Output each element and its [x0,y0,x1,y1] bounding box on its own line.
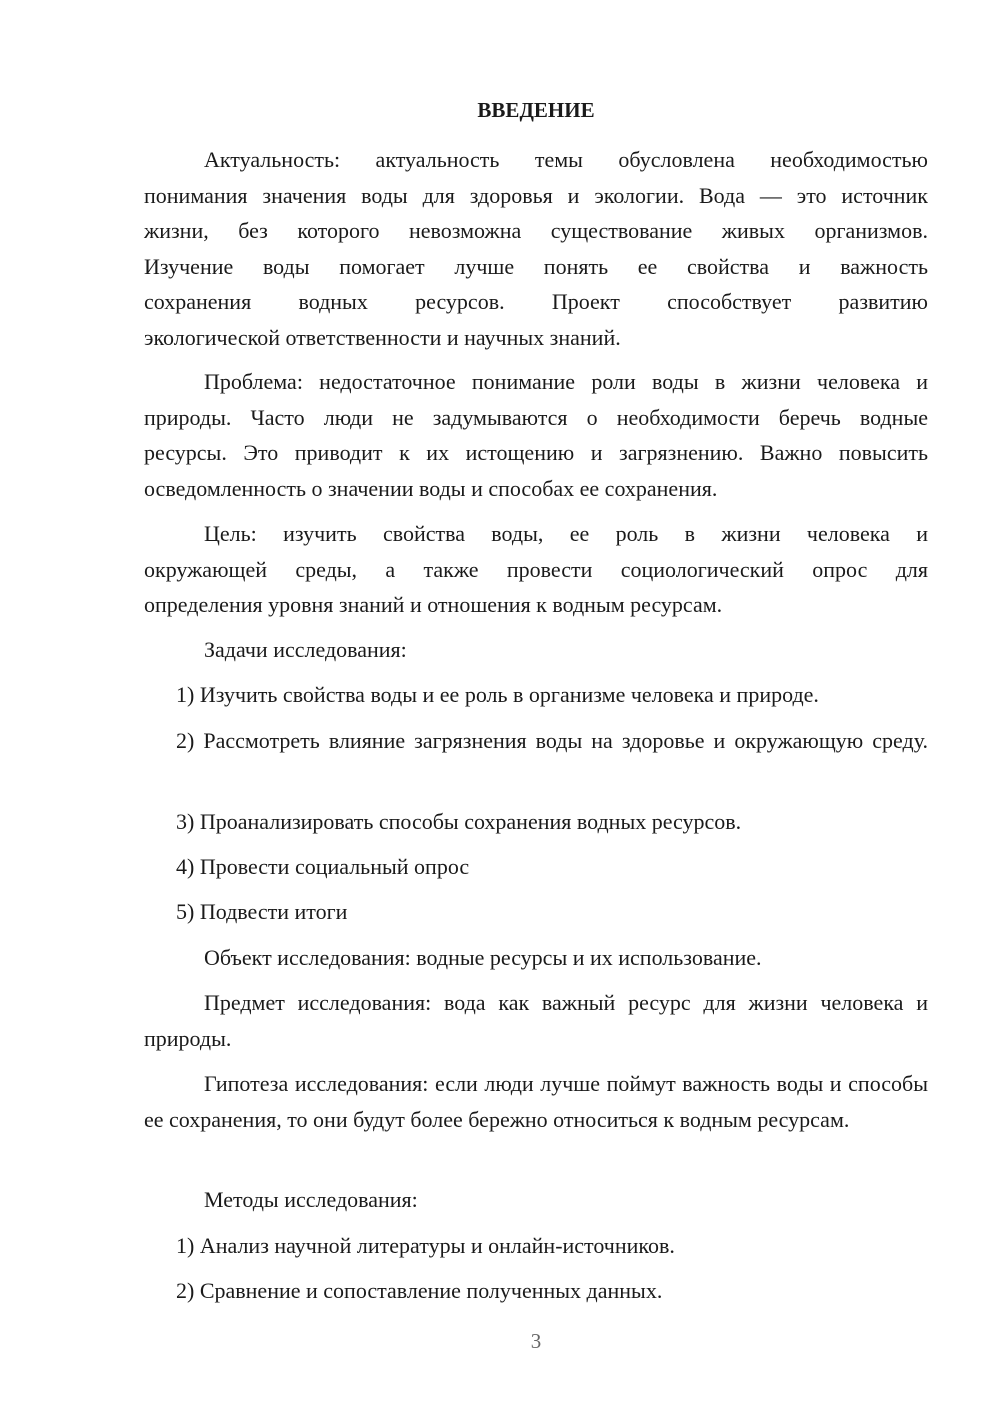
paragraph-line: понимания значения воды для здоровья и экологии. Вода — это источник [144,182,928,208]
research-hypothesis: Гипотеза исследования: если люди лучше поймут важность воды и способы ее сохранения, то они будут более бережно относиться к водным ресурсам. [144,1071,928,1132]
paragraph-line: осведомленность о значении воды и способах ее сохранения. [144,475,718,501]
paragraph-line: жизни, без которого невозможна существование живых организмов. [144,218,928,243]
task-item-text: 2) Рассмотреть влияние загрязнения воды на здоровье и окружающую среду. [176,728,928,753]
paragraph-line: ресурсы. Это приводит к их истощению и загрязнению. Важно повысить [144,440,928,465]
research-object: Объект исследования: водные ресурсы и их использование. [204,945,762,970]
methods-heading: Методы исследования: [204,1187,418,1212]
relevance-paragraph [144,142,928,355]
paragraph-line: Изучение воды помогает лучше понять ее свойства и важность [144,253,928,279]
tasks-heading: Задачи исследования: [204,637,407,662]
paragraph-line: экологической ответственности и научных знаний. [144,324,621,350]
page-title: ВВЕДЕНИЕ [477,98,595,122]
task-item: 4) Провести социальный опрос [176,854,470,879]
goal-paragraph [144,516,928,623]
page-number: 3 [530,1329,542,1353]
task-item: 1) Изучить свойства воды и ее роль в организме человека и природе. [176,682,819,707]
paragraph-line: сохранения водных ресурсов. Проект способствует развитию [144,289,928,314]
paragraph-line: определения уровня знаний и отношения к водным ресурсам. [144,592,723,617]
paragraph-line: природы. Часто люди не задумываются о необходимости беречь водные [144,404,928,430]
paragraph-line: Актуальность: актуальность темы обусловлена необходимостью [204,147,928,172]
problem-paragraph [144,364,928,506]
task-item [144,723,928,759]
task-item: 5) Подвести итоги [176,899,348,924]
research-subject: Предмет исследования: вода как важный ресурс для жизни человека и природы. [144,990,928,1051]
task-item: 3) Проанализировать способы сохранения водных ресурсов. [176,809,742,834]
paragraph-line: окружающей среды, а также провести социологический опрос для [144,556,928,582]
method-item: 2) Сравнение и сопоставление полученных данных. [176,1278,663,1303]
paragraph-line: Проблема: недостаточное понимание роли воды в жизни человека и [204,369,928,394]
method-item: 1) Анализ научной литературы и онлайн-источников. [176,1233,675,1258]
paragraph-line: Цель: изучить свойства воды, ее роль в жизни человека и [204,521,928,546]
